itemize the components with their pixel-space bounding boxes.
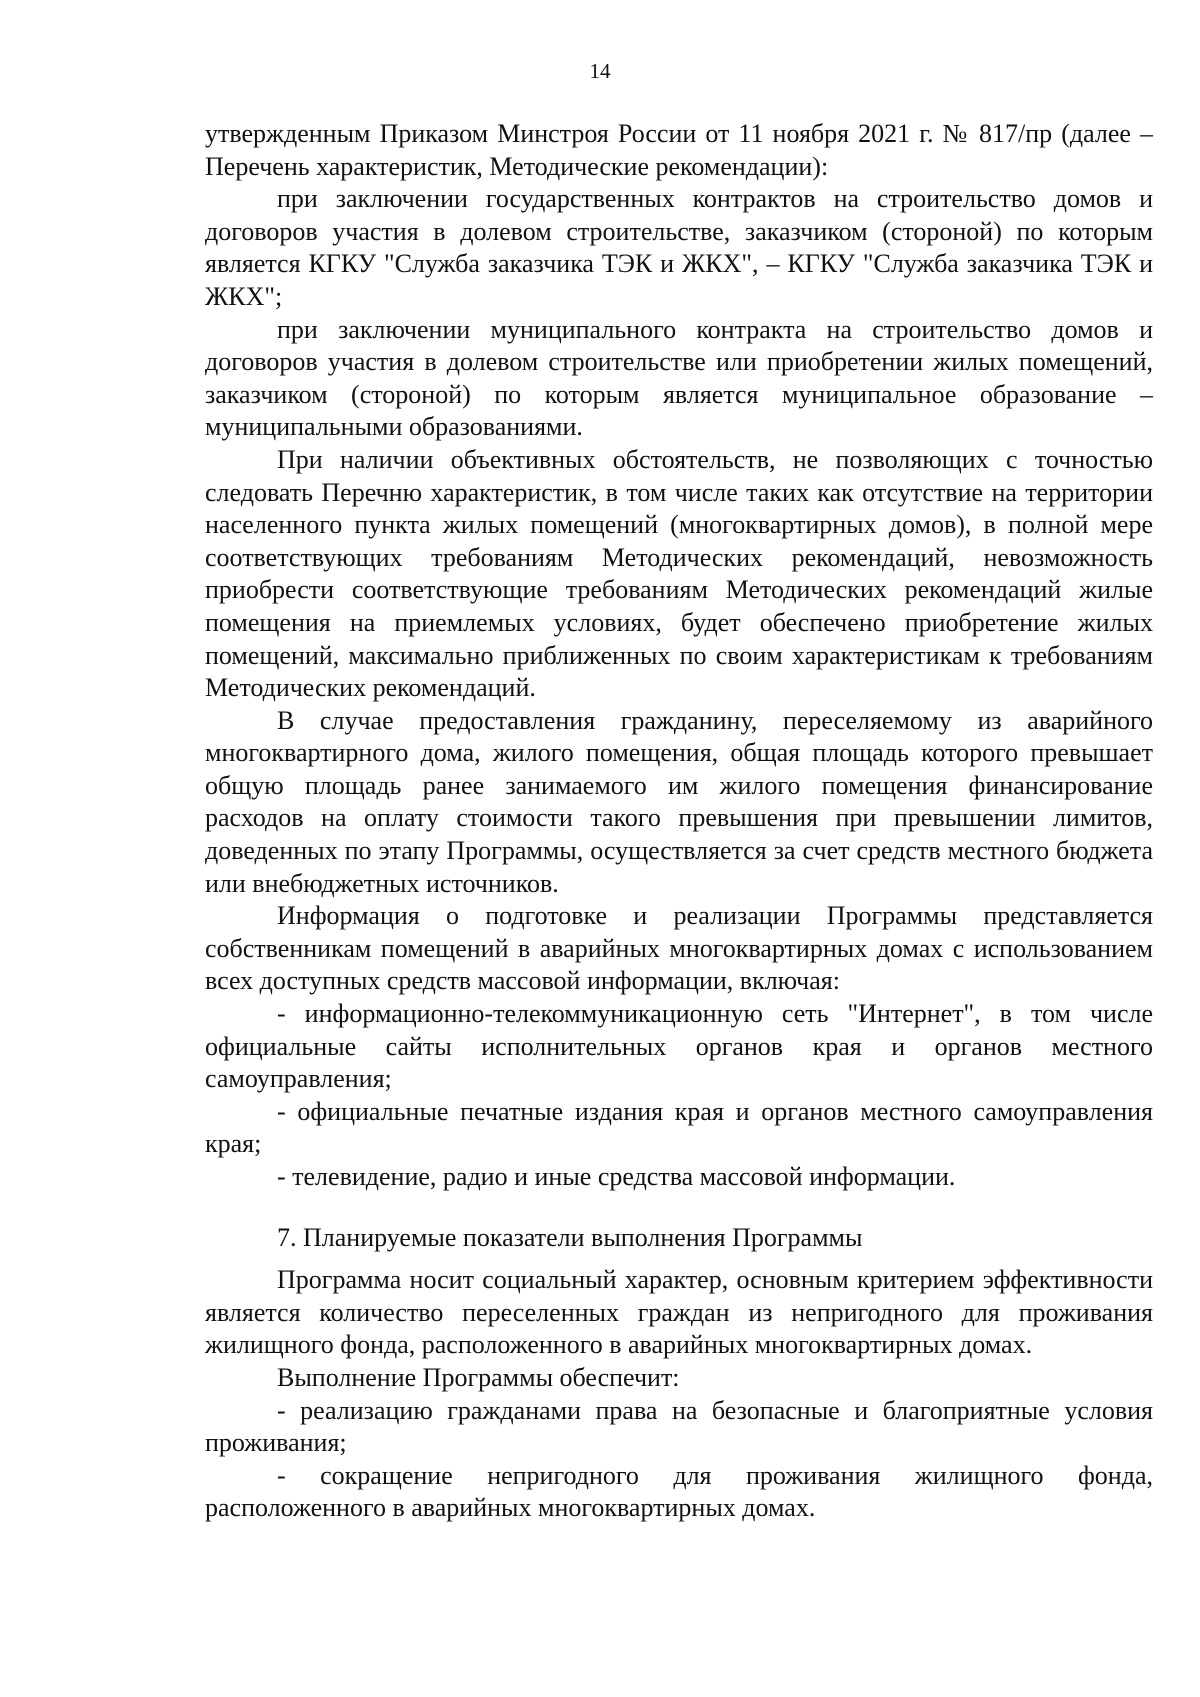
page-number: 14	[589, 59, 611, 83]
paragraph-intro: утвержденным Приказом Минстроя России от 11 ноября 2021 г. № 817/пр (далее – Перечень характеристик, Методические рекомендации):	[205, 119, 1153, 181]
paragraph-information: Информация о подготовке и реализации Программы представляется собственникам помещений в аварийных многоквартирных домах с использованием всех доступных средств массовой информации, включая:	[205, 901, 1153, 996]
list-item-reduction: - сокращение непригодного для проживания жилищного фонда, расположенного в аварийных многоквартирных домах.	[205, 1460, 1153, 1523]
section-heading: 7. Планируемые показатели выполнения Программы	[277, 1222, 863, 1252]
paragraph-objective-circumstances: При наличии объективных обстоятельств, не позволяющих с точностью следовать Перечню характеристик, в том числе таких как отсутствие на территории населенного пункта жилых помещений (многоквартирных домов), в полной мере соответствующих требованиям Методических рекомендаций, невозможность приобрести соответствующие требованиям Методических рекомендаций жилые помещения на приемлемых условиях, будет обеспечено приобретение жилых помещений, максимально приближенных по своим характеристикам к требованиям Методических рекомендаций.	[205, 444, 1153, 703]
section-spacer	[205, 1194, 1153, 1222]
paragraph-state-contracts: при заключении государственных контрактов на строительство домов и договоров участия в долевом строительстве, заказчиком (стороной) по которым является КГКУ "Служба заказчика ТЭК и ЖКХ", – КГКУ "Служба заказчика ТЭК и ЖКХ";	[205, 184, 1153, 311]
paragraph-social-character: Программа носит социальный характер, основным критерием эффективности является количество переселенных граждан из непригодного для проживания жилищного фонда, расположенного в аварийных многоквартирных домах.	[205, 1265, 1153, 1360]
list-item-tv-radio: - телевидение, радио и иные средства массовой информации.	[277, 1162, 956, 1191]
paragraph-area-excess: В случае предоставления гражданину, переселяемому из аварийного многоквартирного дома, жилого помещения, общая площадь которого превышает общую площадь ранее занимаемого им жилого помещения финансирование расходов на оплату стоимости такого превышения при превышении лимитов, доведенных по этапу Программы, осуществляется за счет средств местного бюджета или внебюджетных источников.	[205, 705, 1153, 898]
heading-spacer	[205, 1254, 1153, 1264]
document-body	[205, 118, 1153, 1525]
list-item-print-media: - официальные печатные издания края и органов местного самоуправления края;	[205, 1096, 1153, 1159]
paragraph-execution: Выполнение Программы обеспечит:	[277, 1362, 680, 1392]
paragraph-municipal-contracts: при заключении муниципального контракта на строительство домов и договоров участия в долевом строительстве или приобретении жилых помещений, заказчиком (стороной) по которым является муниципальное образование – муниципальными образованиями.	[205, 314, 1153, 442]
list-item-rights: - реализацию гражданами права на безопасные и благоприятные условия проживания;	[205, 1395, 1153, 1458]
list-item-internet: - информационно-телекоммуникационную сеть "Интернет", в том числе официальные сайты исполнительных органов края и органов местного самоуправления;	[205, 999, 1153, 1094]
